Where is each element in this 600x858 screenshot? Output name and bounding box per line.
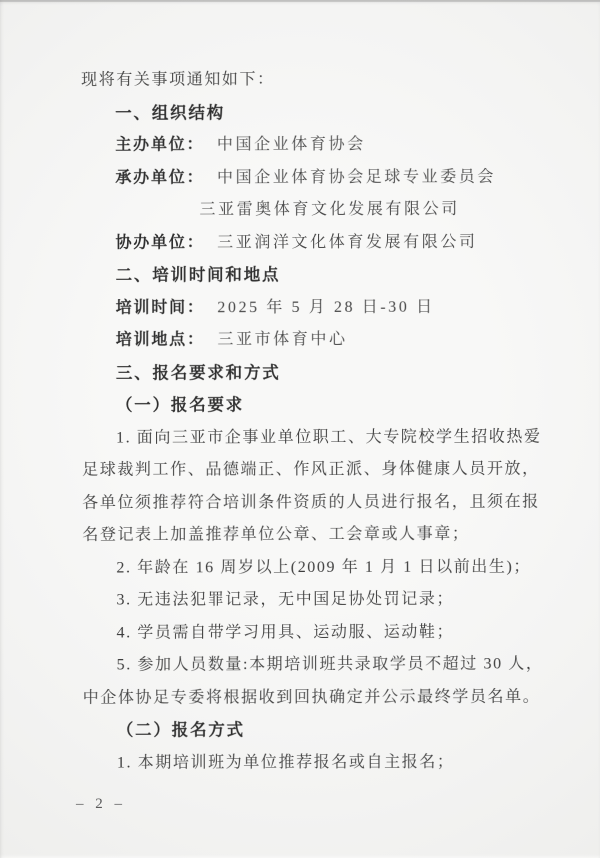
training-place-label: 培训地点： xyxy=(115,331,205,349)
requirement1-line-2: 足球裁判工作、品德端正、作风正派、身体健康人员开放， xyxy=(82,460,540,479)
requirement3-line: 3. 无违法犯罪记录，无中国足协处罚记录； xyxy=(116,590,455,609)
requirement1-line-1: 1. 面向三亚市企事业单位职工、大专院校学生招收热爱 xyxy=(116,427,542,447)
requirement2-line: 2. 年龄在 16 周岁以上(2009 年 1 月 1 日以前出生)； xyxy=(116,557,532,577)
host-unit-label: 主办单位： xyxy=(115,136,205,154)
requirement1-line-3: 各单位须推荐符合培训条件资质的人员进行报名，且须在报 xyxy=(82,492,540,512)
co-organizer-unit-value: 三亚润洋文化体育发展有限公司 xyxy=(217,233,478,251)
document-body xyxy=(81,63,544,779)
co-organizer-unit-line xyxy=(81,226,533,260)
training-place-line xyxy=(82,323,534,357)
training-time-value: 2025 年 5 月 28 日-30 日 xyxy=(217,298,435,316)
requirement1-line-4: 名登记表上加盖推荐单位公章、工会章或人事章； xyxy=(82,525,470,544)
training-time-label: 培训时间： xyxy=(115,298,205,317)
organizer-unit-label: 承办单位： xyxy=(115,168,205,187)
training-time-line xyxy=(82,291,534,325)
section2-heading: 二、培训时间和地点 xyxy=(115,266,281,285)
requirement5-line-1: 5. 参加人员数量:本期培训班共录取学员不超过 30 人， xyxy=(116,655,544,674)
host-unit-value: 中国企业体育协会 xyxy=(216,135,366,154)
organizer-unit-line xyxy=(81,161,533,195)
method1-line: 1. 本期培训班为单位推荐报名或自主报名； xyxy=(116,753,455,772)
page-number: – 2 – xyxy=(76,796,126,812)
host-unit-line xyxy=(81,128,533,162)
intro-line: 现将有关事项通知如下： xyxy=(81,71,275,89)
training-place-value: 三亚市体育中心 xyxy=(217,330,348,349)
section3-heading: 三、报名要求和方式 xyxy=(115,363,281,383)
organizer-unit-continuation-line xyxy=(81,193,533,227)
subsection2-heading: （二）报名方式 xyxy=(116,721,245,740)
co-organizer-unit-label: 协办单位： xyxy=(115,233,205,252)
requirement4-line: 4. 学员需自带学习用具、运动服、运动鞋； xyxy=(116,623,455,642)
organizer-unit-value-2: 三亚雷奥体育文化发展有限公司 xyxy=(199,200,460,219)
requirement5-line-2: 中企体协足专委将根据收到回执确定并公示最终学员名单。 xyxy=(82,687,541,707)
subsection1-heading: （一）报名要求 xyxy=(115,396,245,415)
organizer-unit-value-1: 中国企业体育协会足球专业委员会 xyxy=(216,168,497,186)
section1-heading: 一、组织结构 xyxy=(115,103,226,123)
